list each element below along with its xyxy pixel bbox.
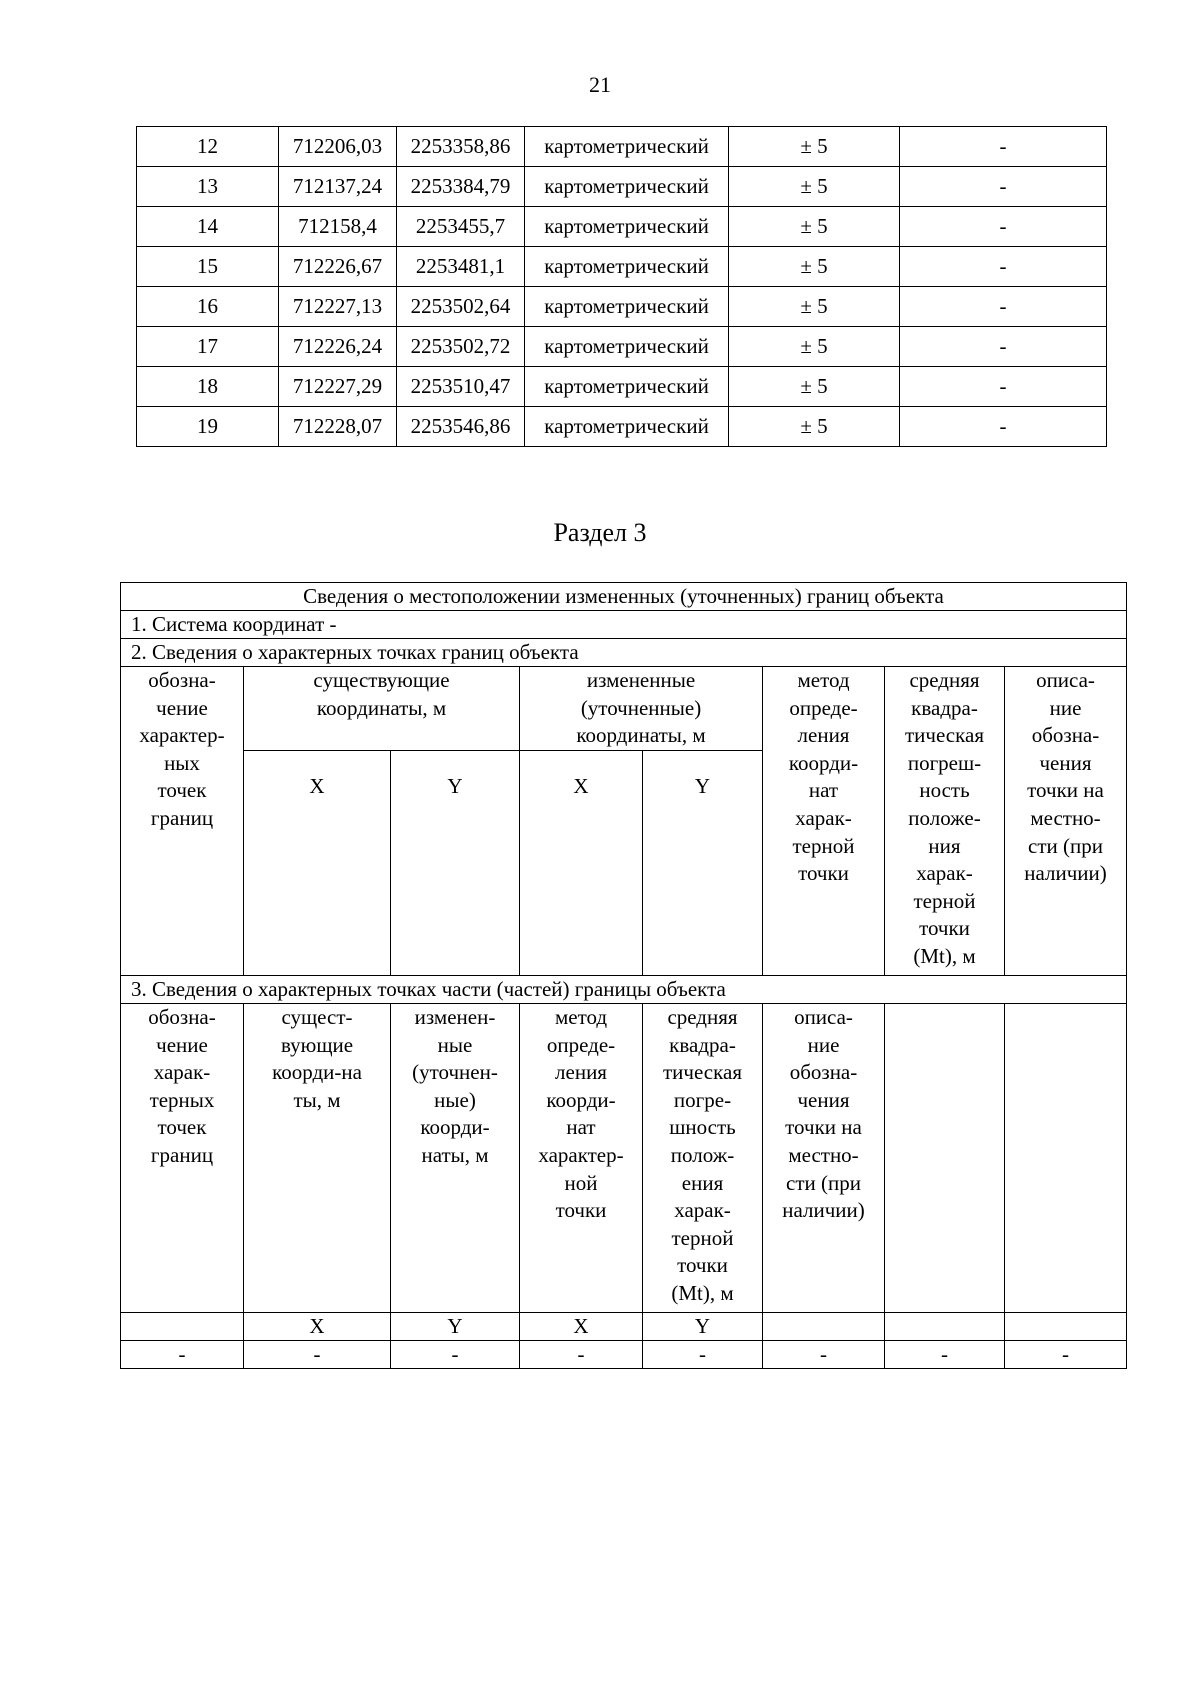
part3-header-cell: описа- ние обозна- чения точки на местно- сти (при наличии) [763,1004,885,1313]
table-row [121,1341,1127,1369]
part-points-heading: 3. Сведения о характерных точках части (частей) границы объекта [121,976,1127,1004]
header-existing-coordinates: существующие координаты, м [244,667,520,751]
table-row [137,207,1107,247]
section3-table [120,582,1127,1369]
table-row [137,407,1107,447]
table-row [137,367,1107,407]
part3-xy-cell [121,1313,244,1341]
header-existing-y: Y [391,751,520,976]
header-changed-x: X [520,751,643,976]
table-cell: картометрический [525,127,729,167]
table-cell: картометрический [525,407,729,447]
table-cell: картометрический [525,327,729,367]
part3-xy-cell [885,1313,1005,1341]
table-cell: 2253546,86 [397,407,525,447]
table-cell: 12 [137,127,279,167]
table-cell: - [900,407,1107,447]
table-cell: 15 [137,247,279,287]
table-cell: - [900,327,1107,367]
table-row [137,287,1107,327]
points-table [136,126,1107,447]
part3-header-cell: обозна- чение харак- терных точек границ [121,1004,244,1313]
table-cell: ± 5 [729,207,900,247]
part3-xy-cell [1005,1313,1127,1341]
part3-xy-cell: X [244,1313,391,1341]
coordinate-system-row: 1. Система координат - [121,611,1127,639]
table-cell: 712227,29 [279,367,397,407]
table-cell: 2253455,7 [397,207,525,247]
part3-xy-cell: Y [391,1313,520,1341]
part3-value-cell: - [1005,1341,1127,1369]
table-cell: 2253502,64 [397,287,525,327]
table-row [121,1313,1127,1341]
table-cell: ± 5 [729,127,900,167]
table-cell: 712137,24 [279,167,397,207]
part3-xy-cell: X [520,1313,643,1341]
table-cell: - [900,287,1107,327]
table-cell: 18 [137,367,279,407]
points-table-body [137,127,1107,447]
table-cell: 712206,03 [279,127,397,167]
part3-header-cell [1005,1004,1127,1313]
table-row [121,639,1127,667]
table-row [137,127,1107,167]
table-cell: 2253510,47 [397,367,525,407]
part3-xy-cell [763,1313,885,1341]
table-cell: 17 [137,327,279,367]
table-cell: картометрический [525,287,729,327]
header-existing-x: X [244,751,391,976]
header-description: описа- ние обозна- чения точки на местно- сти (при наличии) [1005,667,1127,976]
table-cell: картометрический [525,367,729,407]
part3-value-cell: - [763,1341,885,1369]
table-cell: - [900,207,1107,247]
part3-value-cell: - [121,1341,244,1369]
table-row [121,976,1127,1004]
header-error: средняя квадра- тическая погреш- ность положе- ния харак- терной точки (Mt), м [885,667,1005,976]
header-changed-coordinates: измененные (уточненные) координаты, м [520,667,763,751]
header-designation: обозна- чение характер- ных точек границ [121,667,244,976]
part3-header-cell [885,1004,1005,1313]
header-changed-y: Y [643,751,763,976]
table-row [121,1004,1127,1313]
section-title: Раздел 3 [553,518,647,547]
table-cell: 2253358,86 [397,127,525,167]
table-cell: 2253502,72 [397,327,525,367]
table-cell: - [900,367,1107,407]
table-cell: 19 [137,407,279,447]
table-cell: 16 [137,287,279,327]
page-number: 21 [589,72,611,97]
table-cell: картометрический [525,167,729,207]
table-cell: ± 5 [729,287,900,327]
table-row [121,611,1127,639]
table-cell: ± 5 [729,327,900,367]
table-cell: 14 [137,207,279,247]
table-cell: 2253384,79 [397,167,525,207]
part3-value-cell: - [643,1341,763,1369]
part3-value-cell: - [244,1341,391,1369]
part3-header-cell: изменен- ные (уточнен- ные) коорди- наты, м [391,1004,520,1313]
part3-xy-cell: Y [643,1313,763,1341]
table-cell: 712227,13 [279,287,397,327]
boundary-points-heading: 2. Сведения о характерных точках границ объекта [121,639,1127,667]
section3-caption: Сведения о местоположении измененных (уточненных) границ объекта [121,583,1127,611]
table-cell: ± 5 [729,407,900,447]
table-row [137,167,1107,207]
table-cell: 712158,4 [279,207,397,247]
table-cell: 13 [137,167,279,207]
table-cell: ± 5 [729,367,900,407]
table-cell: картометрический [525,207,729,247]
table-cell: ± 5 [729,167,900,207]
part3-value-cell: - [391,1341,520,1369]
part3-value-cell: - [885,1341,1005,1369]
table-cell: 2253481,1 [397,247,525,287]
table-row [121,583,1127,611]
table-row [121,667,1127,751]
table-cell: - [900,127,1107,167]
part3-header-cell: сущест- вующие коорди-на ты, м [244,1004,391,1313]
part3-header-cell: средняя квадра- тическая погре- шность полож- ения харак- терной точки (Mt), м [643,1004,763,1313]
table-cell: ± 5 [729,247,900,287]
table-cell: картометрический [525,247,729,287]
table-cell: 712228,07 [279,407,397,447]
table-cell: 712226,24 [279,327,397,367]
table-cell: - [900,167,1107,207]
table-row [137,327,1107,367]
part3-header-cell: метод опреде- ления коорди- нат характер- ной точки [520,1004,643,1313]
table-cell: 712226,67 [279,247,397,287]
table-cell: - [900,247,1107,287]
table-row [137,247,1107,287]
header-method: метод опреде- ления коорди- нат харак- терной точки [763,667,885,976]
part3-value-cell: - [520,1341,643,1369]
